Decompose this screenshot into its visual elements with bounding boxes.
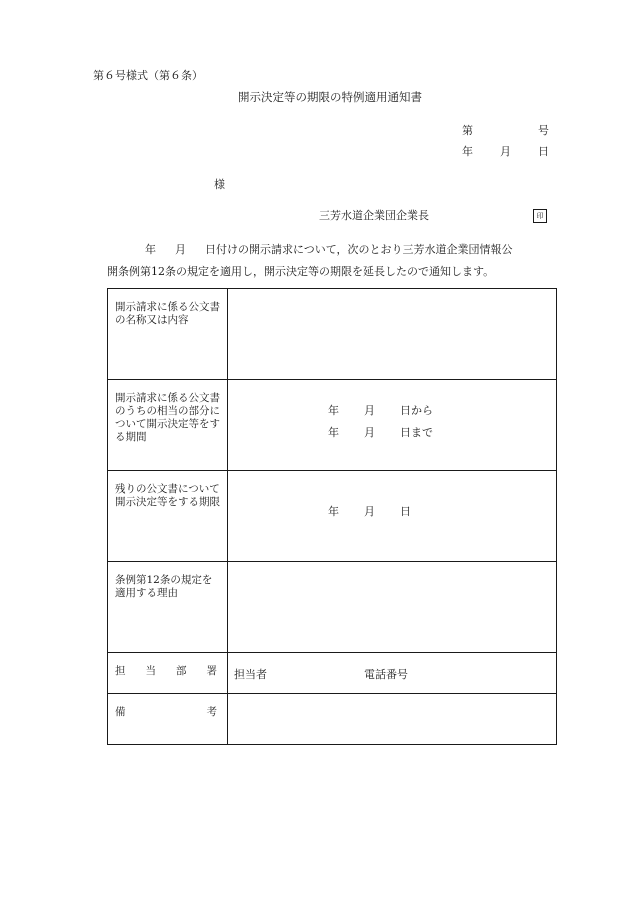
from-day: 日から: [400, 404, 433, 417]
table-row: [108, 694, 557, 745]
to-day: 日まで: [400, 426, 433, 439]
issue-date: [462, 146, 549, 157]
phone-number-label: 電話番号: [364, 668, 408, 681]
table-row: [108, 380, 557, 471]
table-row: [108, 471, 557, 562]
deadline-month: 月: [364, 505, 375, 518]
body-line-2: 開条例第12条の規定を適用し，開示決定等の期限を延長したので通知します。: [107, 265, 495, 278]
issuer-name: 三芳水道企業団企業長: [319, 209, 429, 222]
row-label-reason: 条例第12条の規定を適用する理由: [108, 562, 228, 653]
dept-char-3: 部: [176, 665, 187, 677]
partial-period-field[interactable]: [228, 380, 557, 471]
body-year: 年: [145, 243, 156, 256]
period-to-line: [328, 424, 433, 440]
person-in-charge-label: 担当者: [234, 668, 267, 681]
issue-year: 年: [462, 145, 473, 158]
number-prefix: 第: [462, 124, 473, 137]
remarks-char-2: 考: [206, 706, 217, 718]
seal-mark: 印: [533, 209, 547, 223]
document-name-field[interactable]: [228, 289, 557, 380]
department-field[interactable]: [228, 653, 557, 694]
row-label-department: [108, 653, 228, 694]
row-label-document-name: 開示請求に係る公文書の名称又は内容: [108, 289, 228, 380]
dept-char-1: 担: [115, 665, 126, 677]
table-row: [108, 562, 557, 653]
body-line-1: [145, 244, 513, 255]
period-from-line: [328, 402, 433, 418]
document-title: 開示決定等の期限の特例適用通知書: [238, 90, 422, 104]
table-row: [108, 289, 557, 380]
to-month: 月: [364, 426, 375, 439]
reason-field[interactable]: [228, 562, 557, 653]
body-line-1-text: 日付けの開示請求について，次のとおり三芳水道企業団情報公: [205, 243, 513, 256]
from-year: 年: [328, 404, 339, 417]
form-number-label: 第６号様式（第６条）: [93, 69, 203, 82]
deadline-day: 日: [400, 505, 411, 518]
deadline-year: 年: [328, 505, 339, 518]
remaining-deadline-field[interactable]: [228, 471, 557, 562]
issue-day: 日: [538, 145, 549, 158]
remaining-deadline-date: [328, 503, 411, 519]
addressee-honorific: 様: [214, 178, 225, 191]
remarks-field[interactable]: [228, 694, 557, 745]
from-month: 月: [364, 404, 375, 417]
document-number: [462, 125, 549, 136]
number-suffix: 号: [538, 124, 549, 137]
row-label-partial-period: 開示請求に係る公文書のうちの相当の部分について開示決定等をする期間: [108, 380, 228, 471]
dept-char-4: 署: [206, 665, 217, 677]
notice-table: [107, 288, 557, 745]
to-year: 年: [328, 426, 339, 439]
dept-char-2: 当: [145, 665, 156, 677]
issue-month: 月: [500, 145, 511, 158]
remarks-char-1: 備: [115, 706, 126, 718]
table-row: [108, 653, 557, 694]
body-month: 月: [175, 243, 186, 256]
row-label-remarks: [108, 694, 228, 745]
row-label-remaining-deadline: 残りの公文書について開示決定等をする期限: [108, 471, 228, 562]
